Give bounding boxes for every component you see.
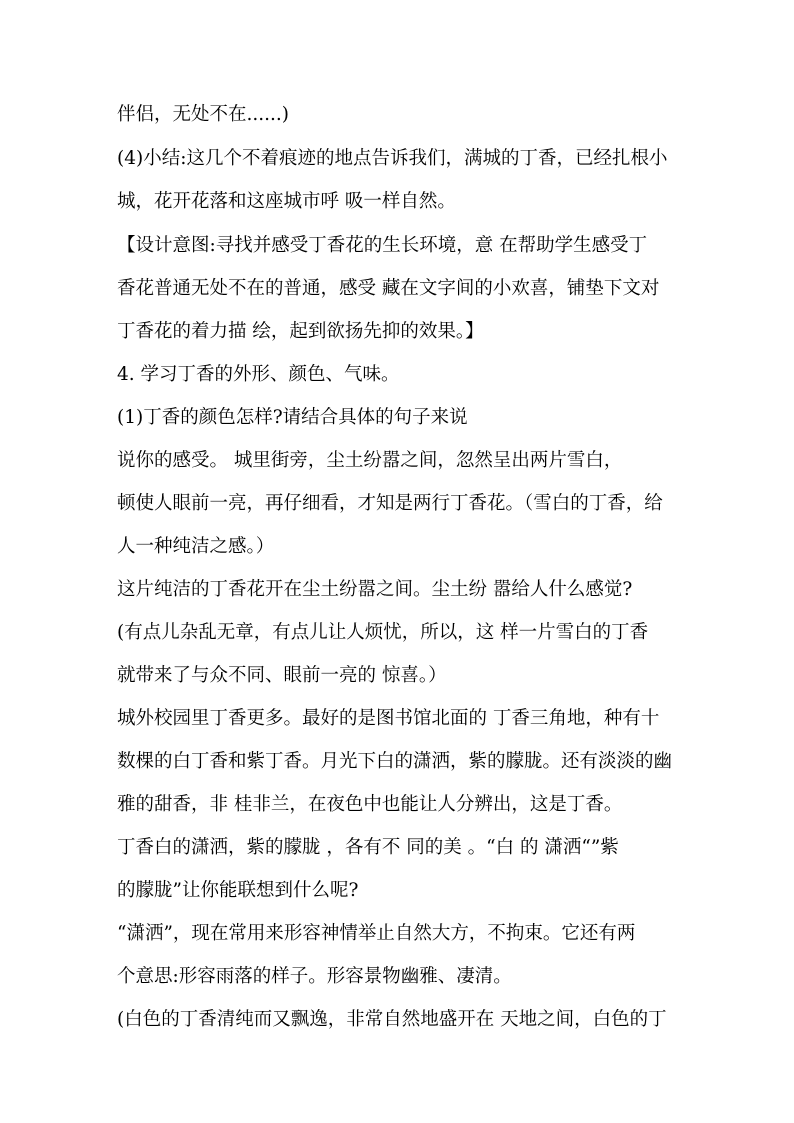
- text-line-22: (白色的丁香清纯而又飘逸，非常自然地盛开在 天地之间，白色的丁: [117, 1009, 667, 1030]
- text-line-1: 伴侣，无处不在......): [117, 104, 290, 125]
- text-line-21: 个意思:形容雨落的样子。形容景物幽雅、凄清。: [117, 966, 512, 987]
- text-line-7: 4. 学习丁香的外形、颜色、气味。: [117, 364, 400, 385]
- text-line-8: (1)丁香的颜色怎样?请结合具体的句子来说: [117, 407, 468, 428]
- text-line-14: 就带来了与众不同、眼前一亮的 惊喜。）: [117, 665, 447, 686]
- text-line-20: “潇洒”，现在常用来形容神情举止自然大方，不拘束。它还有两: [117, 923, 636, 944]
- text-line-9: 说你的感受。 城里街旁，尘土纷嚣之间，忽然呈出两片雪白，: [117, 450, 623, 471]
- text-line-12: 这片纯洁的丁香花开在尘土纷嚣之间。尘土纷 嚣给人什么感觉?: [117, 579, 633, 600]
- text-line-15: 城外校园里丁香更多。最好的是图书馆北面的 丁香三角地，种有十: [117, 708, 660, 729]
- text-line-13: (有点儿杂乱无章，有点儿让人烦忧，所以，这 样一片雪白的丁香: [117, 622, 649, 643]
- text-line-6: 丁香花的着力描 绘，起到欲扬先抑的效果。】: [117, 321, 484, 342]
- text-line-3: 城，花开花落和这座城市呼 吸一样自然。: [117, 191, 456, 212]
- text-line-2: (4)小结:这几个不着痕迹的地点告诉我们，满城的丁香，已经扎根小: [117, 148, 668, 169]
- text-line-16: 数棵的白丁香和紫丁香。月光下白的潇洒，紫的朦胧。还有淡淡的幽: [117, 751, 673, 772]
- text-line-19: 的朦胧”让你能联想到什么呢?: [117, 880, 359, 901]
- text-line-5: 香花普通无处不在的普通，感受 藏在文字间的小欢喜，铺垫下文对: [117, 278, 660, 299]
- text-line-17: 雅的甜香，非 桂非兰，在夜色中也能让人分辨出，这是丁香。: [117, 794, 623, 815]
- text-line-10: 顿使人眼前一亮，再仔细看，才知是两行丁香花。（雪白的丁香，给: [117, 493, 663, 514]
- text-line-18: 丁香白的潇洒，紫的朦胧 ，各有不 同的美 。“白 的 潇洒“”紫: [117, 837, 619, 858]
- text-line-11: 人一种纯洁之感。）: [117, 536, 275, 557]
- text-line-4: 【设计意图:寻找并感受丁香花的生长环境，意 在帮助学生感受丁: [117, 235, 648, 256]
